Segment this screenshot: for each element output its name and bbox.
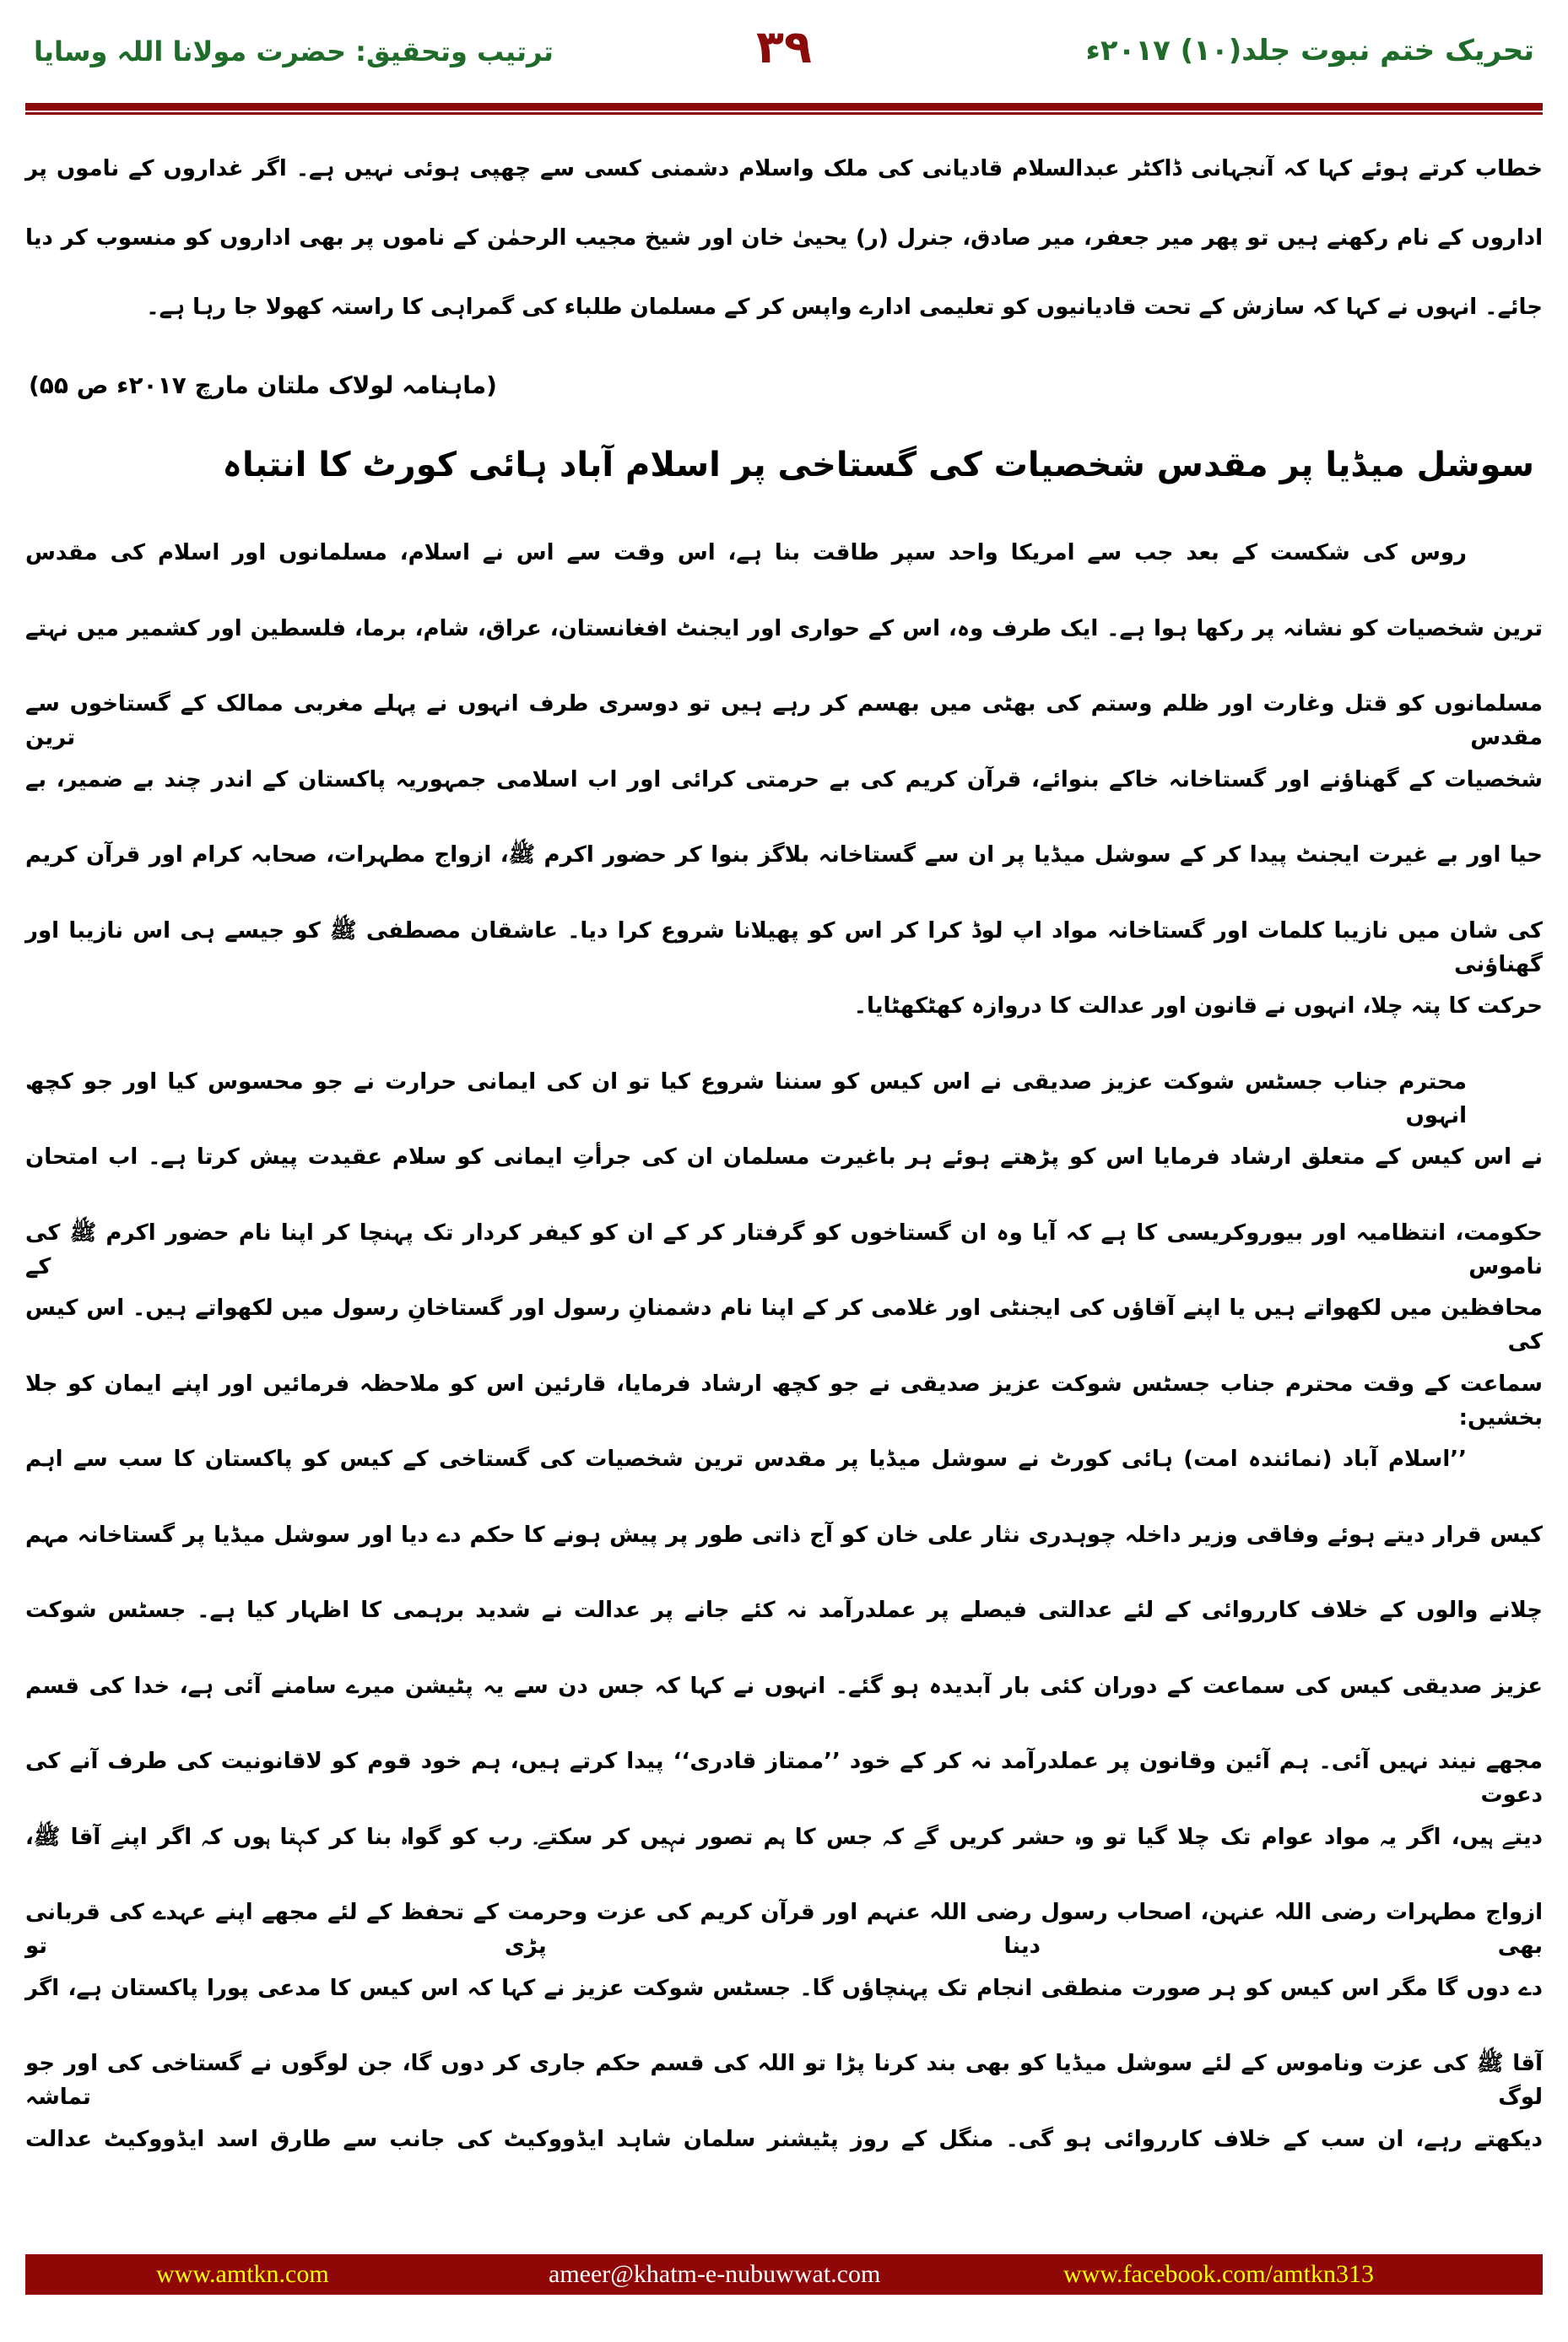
text-line: حرکت کا پتہ چلا، انہوں نے قانون اور عدالت کا دروازہ کھٹکھٹایا۔ [853, 993, 1543, 1019]
text-line: اداروں کے نام رکھنے ہیں تو پھر میر جعفر، میر صادق، جنرل (ر) یحییٰ خان اور شیخ مجیب الرحمٰن کے ناموں پر بھی اداروں کو منسوب کر دیا [25, 225, 1543, 251]
compiler-credit: ترتیب وتحقیق: حضرت مولانا اللہ وسایا [34, 35, 554, 68]
footer-website-link[interactable]: www.amtkn.com [156, 2260, 329, 2288]
text-line: مسلمانوں کو قتل وغارت اور ظلم وستم کی بھٹی میں بھسم کر رہے ہیں تو دوسری طرف انہوں نے پہلے مغربی ممالک کے گستاخوں سے مقدس ترین [25, 691, 1543, 750]
header-rule-thick [25, 103, 1543, 111]
text-line: ’’اسلام آباد (نمائندہ امت) ہائی کورٹ نے سوشل میڈیا پر مقدس ترین شخصیات کی گستاخی کے کیس کو پاکستان کا سب سے اہم [25, 1447, 1467, 1472]
text-line: سماعت کے وقت محترم جناب جسٹس شوکت عزیز صدیقی نے جو کچھ ارشاد فرمایا، قارئین اس کو ملاحظہ فرمائیں اور اپنے ایمان کو جلا بخشیں: [25, 1371, 1543, 1431]
text-line: مجھے نیند نہیں آئی۔ ہم آئین وقانون پر عملدرآمد نہ کر کے خود ’’ممتاز قادری‘‘ پیدا کرتے ہیں، ہم خود قوم کو لاقانونیت کی طرف آنے کی دعوت [25, 1749, 1543, 1808]
footer-facebook-link[interactable]: www.facebook.com/amtkn313 [1063, 2260, 1374, 2288]
text-line: نے اس کیس کے متعلق ارشاد فرمایا اس کو پڑھتے ہوئے ہر باغیرت مسلمان ان کی جرأتِ ایمانی کو سلام عقیدت پیش کرتا ہے۔ اب امتحان [25, 1144, 1543, 1170]
text-line: ازواج مطہرات رضی اللہ عنہن، اصحاب رسول رضی اللہ عنہم اور قرآن کریم کی عزت وحرمت کے تحفظ کے لئے مجھے اپنے عہدے کی قربانی بھی دینا پڑی تو [25, 1900, 1543, 1959]
text-line: کی شان میں نازیبا کلمات اور گستاخانہ مواد اپ لوڈ کرا کر اس کو پھیلانا شروع کرا دیا۔ عاشقان مصطفی ﷺ کو جیسے ہی اس نازیبا اور گھناؤنی [25, 917, 1543, 977]
text-line: محافظین میں لکھواتے ہیں یا اپنے آقاؤں کی ایجنٹی اور غلامی کر کے اپنا نام دشمنانِ رسول اور گستاخانِ رسول میں لکھواتے ہیں۔ اس کیس کی [25, 1295, 1543, 1355]
text-line: شخصیات کے گھناؤنے اور گستاخانہ خاکے بنوائے، قرآن کریم کی بے حرمتی کرائی اور اب اسلامی جمہوریہ پاکستان کے اندر چند بے ضمیر، بے [25, 766, 1543, 792]
page-footer [25, 2254, 1543, 2295]
header-rule-thin [25, 112, 1543, 115]
journal-title: تحریک ختم نبوت جلد(۱۰) ۲۰۱۷ء [1085, 34, 1534, 68]
text-line: ترین شخصیات کو نشانہ پر رکھا ہوا ہے۔ ایک طرف وہ، اس کے حواری اور ایجنٹ افغانستان، عراق، شام، برما، فلسطین اور کشمیر میں نہتے [25, 615, 1543, 641]
text-line: دے دوں گا مگر اس کیس کو ہر صورت منطقی انجام تک پہنچاؤں گا۔ جسٹس شوکت عزیز نے کہا کہ اس کیس کا مدعی پورا پاکستان ہے، اگر [25, 1975, 1543, 2001]
text-line: آقا ﷺ کی عزت وناموس کے لئے سوشل میڈیا کو بھی بند کرنا پڑا تو اللہ کی قسم حکم جاری کر دوں گا، جن لوگوں نے گستاخی کی اور جو لوگ تماشہ [25, 2051, 1543, 2110]
page-number: ۳۹ [756, 20, 812, 73]
text-line: خطاب کرتے ہوئے کہا کہ آنجہانی ڈاکٹر عبدالسلام قادیانی کی ملک واسلام دشمنی کسی سے چھپی ہوئی نہیں ہے۔ اگر غداروں کے ناموں پر [25, 156, 1543, 181]
citation: (ماہنامہ لولاک ملتان مارچ ۲۰۱۷ء ص ۵۵) [29, 371, 497, 399]
text-line: جائے۔ انہوں نے کہا کہ سازش کے تحت قادیانیوں کو تعلیمی ادارے واپس کر کے مسلمان طلباء کی گمراہی کا راستہ کھولا جا رہا ہے۔ [146, 295, 1543, 320]
text-line: روس کی شکست کے بعد جب سے امریکا واحد سپر طاقت بنا ہے، اس وقت سے اس نے اسلام، مسلمانوں اور اسلام کی مقدس [25, 540, 1467, 565]
section-heading: سوشل میڈیا پر مقدس شخصیات کی گستاخی پر اسلام آباد ہائی کورٹ کا انتباہ [222, 446, 1534, 484]
footer-email-link[interactable]: ameer@khatm-e-nubuwwat.com [549, 2260, 881, 2288]
text-line: عزیز صدیقی کیس کی سماعت کے دوران کئی بار آبدیدہ ہو گئے۔ انہوں نے کہا کہ جس دن سے یہ پٹیشن میرے سامنے آئی ہے، خدا کی قسم [25, 1673, 1543, 1699]
text-line: دیتے ہیں، اگر یہ مواد عوام تک چلا گیا تو وہ حشر کریں گے کہ جس کا ہم تصور نہیں کر سکتے۔ رب کو گواہ بنا کر کہتا ہوں کہ اگر اپنے آقا ﷺ، [25, 1824, 1543, 1850]
text-line: دیکھتے رہے، ان سب کے خلاف کارروائی ہو گی۔ منگل کے روز پٹیشنر سلمان شاہد ایڈووکیٹ کی جانب سے طارق اسد ایڈووکیٹ عدالت [25, 2126, 1543, 2152]
text-line: محترم جناب جسٹس شوکت عزیز صدیقی نے اس کیس کو سننا شروع کیا تو ان کی ایمانی حرارت نے جو محسوس کیا اور جو کچھ انہوں [25, 1068, 1467, 1128]
text-line: حکومت، انتظامیہ اور بیوروکریسی کا ہے کہ آیا وہ ان گستاخوں کو گرفتار کر کے ان کو کیفر کردار تک پہنچا کر اپنا نام حضور اکرم ﷺ کی ناموس کے [25, 1220, 1543, 1279]
text-line: چلانے والوں کے خلاف کارروائی کے لئے عدالتی فیصلے پر عملدرآمد نہ کئے جانے پر عدالت نے شدید برہمی کا اظہار کیا ہے۔ جسٹس شوکت [25, 1598, 1543, 1623]
text-line: کیس قرار دیتے ہوئے وفاقی وزیر داخلہ چوہدری نثار علی خان کو آج ذاتی طور پر پیش ہونے کا حکم دے دیا اور سوشل میڈیا پر گستاخانہ مہم [25, 1522, 1543, 1548]
text-line: حیا اور بے غیرت ایجنٹ پیدا کر کے سوشل میڈیا پر ان سے گستاخانہ بلاگز بنوا کر حضور اکرم ﷺ، ازواج مطہرات، صحابہ کرام اور قرآن کریم [25, 842, 1543, 868]
